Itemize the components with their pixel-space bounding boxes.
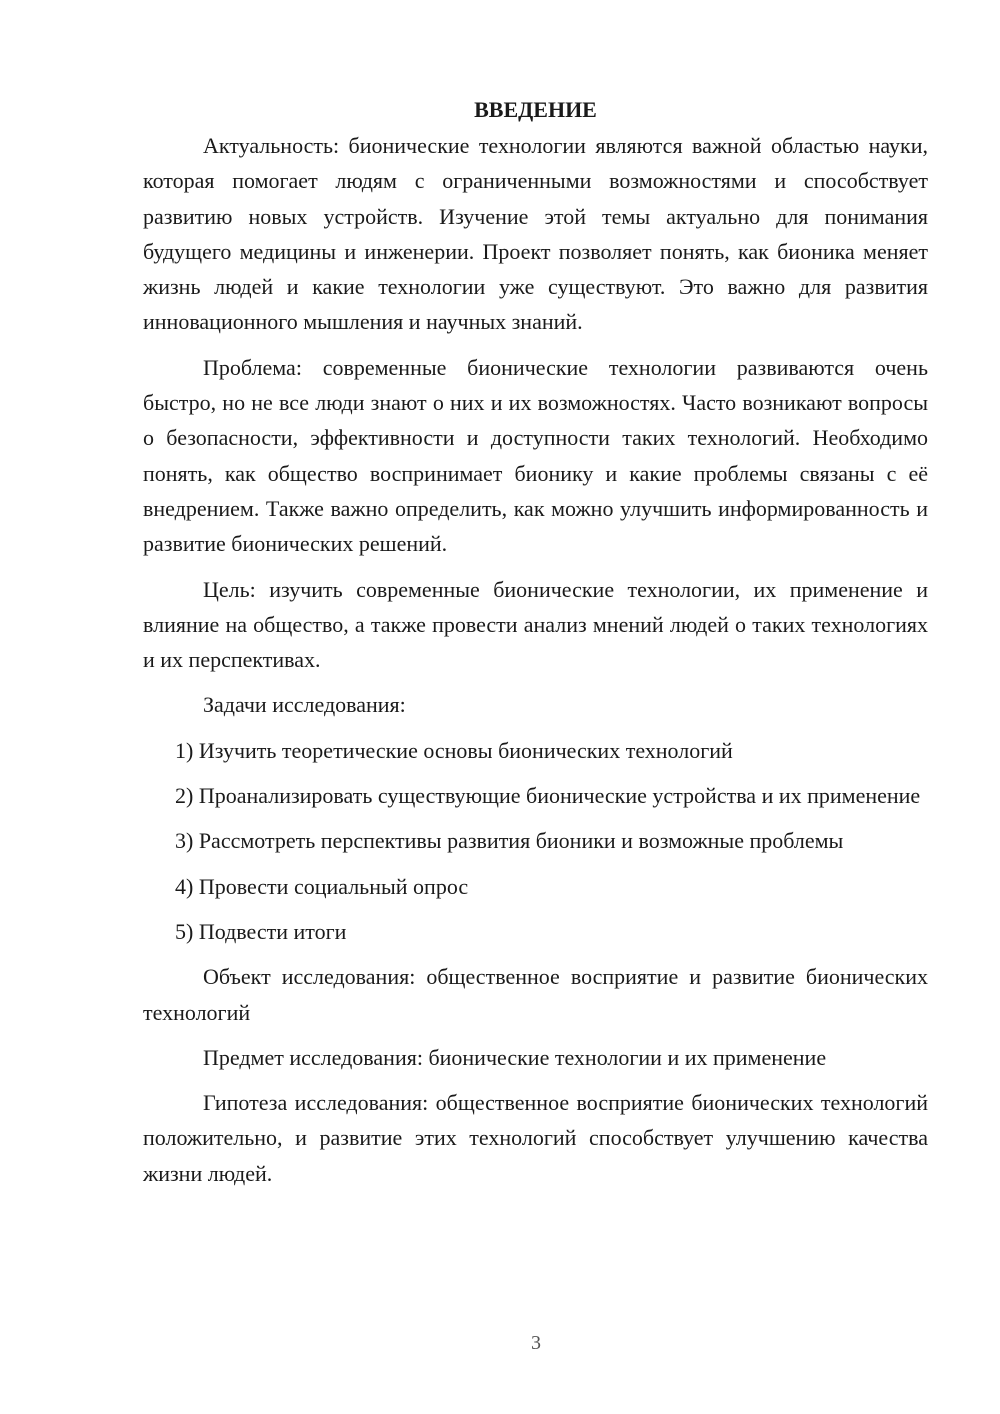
task-item-3: 3) Рассмотреть перспективы развития бионики и возможные проблемы (175, 828, 844, 854)
task-item-5: 5) Подвести итоги (175, 918, 347, 944)
subject-paragraph: Предмет исследования: бионические технологии и их применение (203, 1044, 827, 1070)
task-item-1: 1) Изучить теоретические основы бионических технологий (175, 737, 733, 763)
task-item-2: 2) Проанализировать существующие бионические устройства и их применение (175, 783, 921, 809)
object-paragraph: Объект исследования: общественное восприятие и развитие бионических технологий (143, 964, 928, 1025)
document-page (143, 92, 928, 1201)
relevance-paragraph: Актуальность: бионические технологии являются важной областью науки, которая помогает людям с ограниченными возможностями и способствует развитию новых устройств. Изучение этой темы актуально для понимания будущего медицины и инженерии. Проект позволяет понять, как бионика меняет жизнь людей и какие технологии уже существуют. Это важно для развития инновационного мышления и научных знаний. (143, 133, 928, 335)
section-title: ВВЕДЕНИЕ (474, 97, 597, 122)
goal-paragraph: Цель: изучить современные бионические технологии, их применение и влияние на общество, а также провести анализ мнений людей о таких технологиях и их перспективах. (143, 576, 928, 673)
page-number: 3 (531, 1332, 541, 1354)
tasks-heading: Задачи исследования: (203, 692, 406, 718)
task-item-4: 4) Провести социальный опрос (175, 873, 469, 899)
problem-paragraph: Проблема: современные бионические технологии развиваются очень быстро, но не все люди знают о них и их возможностях. Часто возникают вопросы о безопасности, эффективности и доступности таких технологий. Необходимо понять, как общество воспринимает бионику и какие проблемы связаны с её внедрением. Также важно определить, как можно улучшить информированность и развитие бионических решений. (143, 354, 928, 557)
hypothesis-paragraph: Гипотеза исследования: общественное восприятие бионических технологий положительно, и развитие этих технологий способствует улучшению качества жизни людей. (143, 1090, 928, 1186)
